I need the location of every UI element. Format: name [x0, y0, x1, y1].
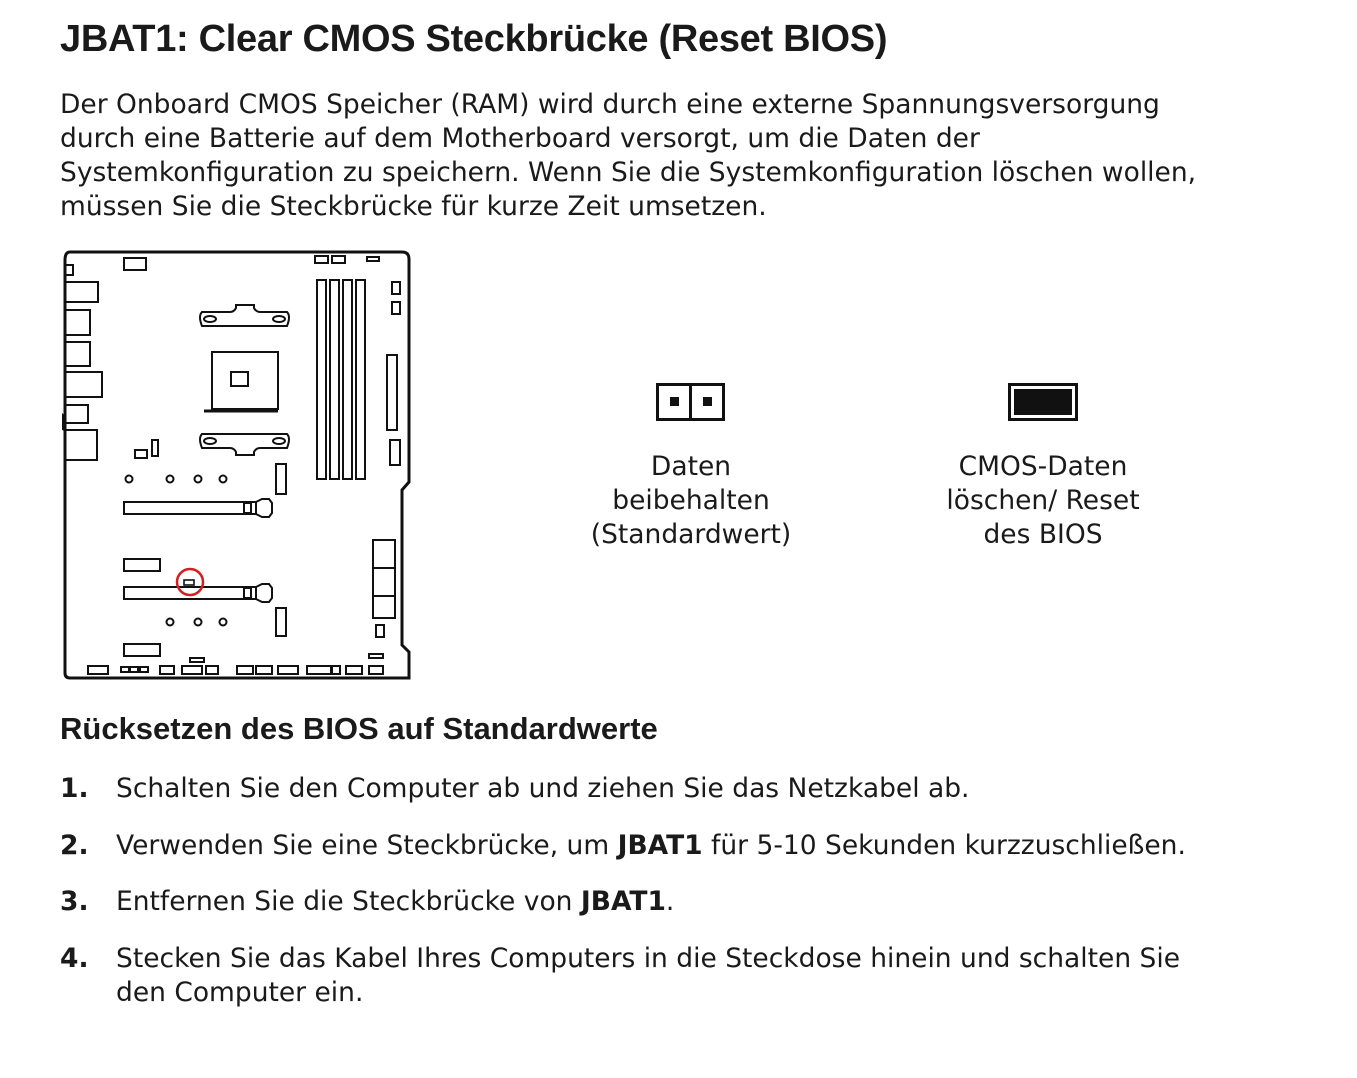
step-text-line: den Computer ein. — [116, 977, 364, 1008]
cpu-core — [231, 372, 248, 386]
io-port — [65, 342, 90, 366]
intro-line: Der Onboard CMOS Speicher (RAM) wird durch eine externe Spannungsversorgung — [60, 89, 1160, 120]
dimm-slot — [356, 280, 365, 479]
jbat1-location — [184, 580, 194, 585]
step-text-bold: JBAT1 — [580, 886, 666, 917]
cpu-socket — [212, 352, 278, 409]
intro-line: müssen Sie die Steckbrücke für kurze Zeit umsetzen. — [60, 191, 767, 222]
intro-line: Systemkonfiguration zu speichern. Wenn Sie die Systemkonfiguration löschen wollen, — [60, 157, 1197, 188]
intro-line: durch eine Batterie auf dem Motherboard versorgt, um die Daten der — [60, 123, 980, 154]
step-text — [116, 885, 674, 919]
connector — [367, 257, 379, 261]
step-text — [116, 829, 1186, 863]
io-port — [65, 282, 98, 302]
step-number: 4. — [60, 943, 89, 974]
step-text-part: Entfernen Sie die Steckbrücke von — [116, 886, 581, 917]
jumper-clear-line: löschen/ Reset — [946, 485, 1140, 516]
io-port — [65, 430, 97, 460]
jumper-closed-icon — [1008, 383, 1078, 421]
connector — [315, 256, 328, 263]
intro-paragraph — [60, 88, 1310, 224]
dimm-slot — [343, 280, 352, 479]
jumper-keep-label — [571, 450, 811, 552]
page-title: JBAT1: Clear CMOS Steckbrücke (Reset BIOS) — [60, 18, 888, 60]
io-port — [65, 405, 88, 423]
step-text-part: Schalten Sie den Computer ab und ziehen Sie das Netzkabel ab. — [116, 773, 970, 804]
motherboard-diagram — [62, 250, 412, 685]
connector — [124, 258, 146, 270]
step-text-part: Verwenden Sie eine Steckbrücke, um — [116, 830, 618, 861]
pcie-slot — [124, 502, 256, 514]
jumper-clear-line: des BIOS — [983, 519, 1103, 550]
dimm-slot — [317, 280, 326, 479]
step-number: 3. — [60, 886, 89, 917]
step-text-line: Stecken Sie das Kabel Ihres Computers in die Steckdose hinein und schalten Sie — [116, 943, 1181, 974]
io-port — [65, 310, 90, 335]
jumper-clear-label — [913, 450, 1173, 552]
jumper-keep-line: Daten — [650, 451, 732, 482]
jumper-open-icon — [656, 383, 726, 421]
jbat1-highlight-circle — [177, 569, 203, 595]
jumper-clear-line: CMOS-Daten — [958, 451, 1128, 482]
step-text — [116, 942, 1180, 1010]
step-number: 2. — [60, 830, 89, 861]
connector — [332, 256, 345, 263]
step-text-bold: JBAT1 — [617, 830, 703, 861]
jumper-keep-line: beibehalten — [612, 485, 770, 516]
dimm-slot — [330, 280, 339, 479]
step-text-part: . — [665, 886, 675, 917]
jumper-keep-line: (Standardwert) — [590, 519, 792, 550]
step-text — [116, 772, 969, 806]
section-heading: Rücksetzen des BIOS auf Standardwerte — [60, 711, 658, 746]
step-text-part: für 5-10 Sekunden kurzzuschließen. — [702, 830, 1186, 861]
pcie-slot — [124, 587, 256, 599]
step-number: 1. — [60, 773, 89, 804]
io-port — [65, 372, 102, 397]
